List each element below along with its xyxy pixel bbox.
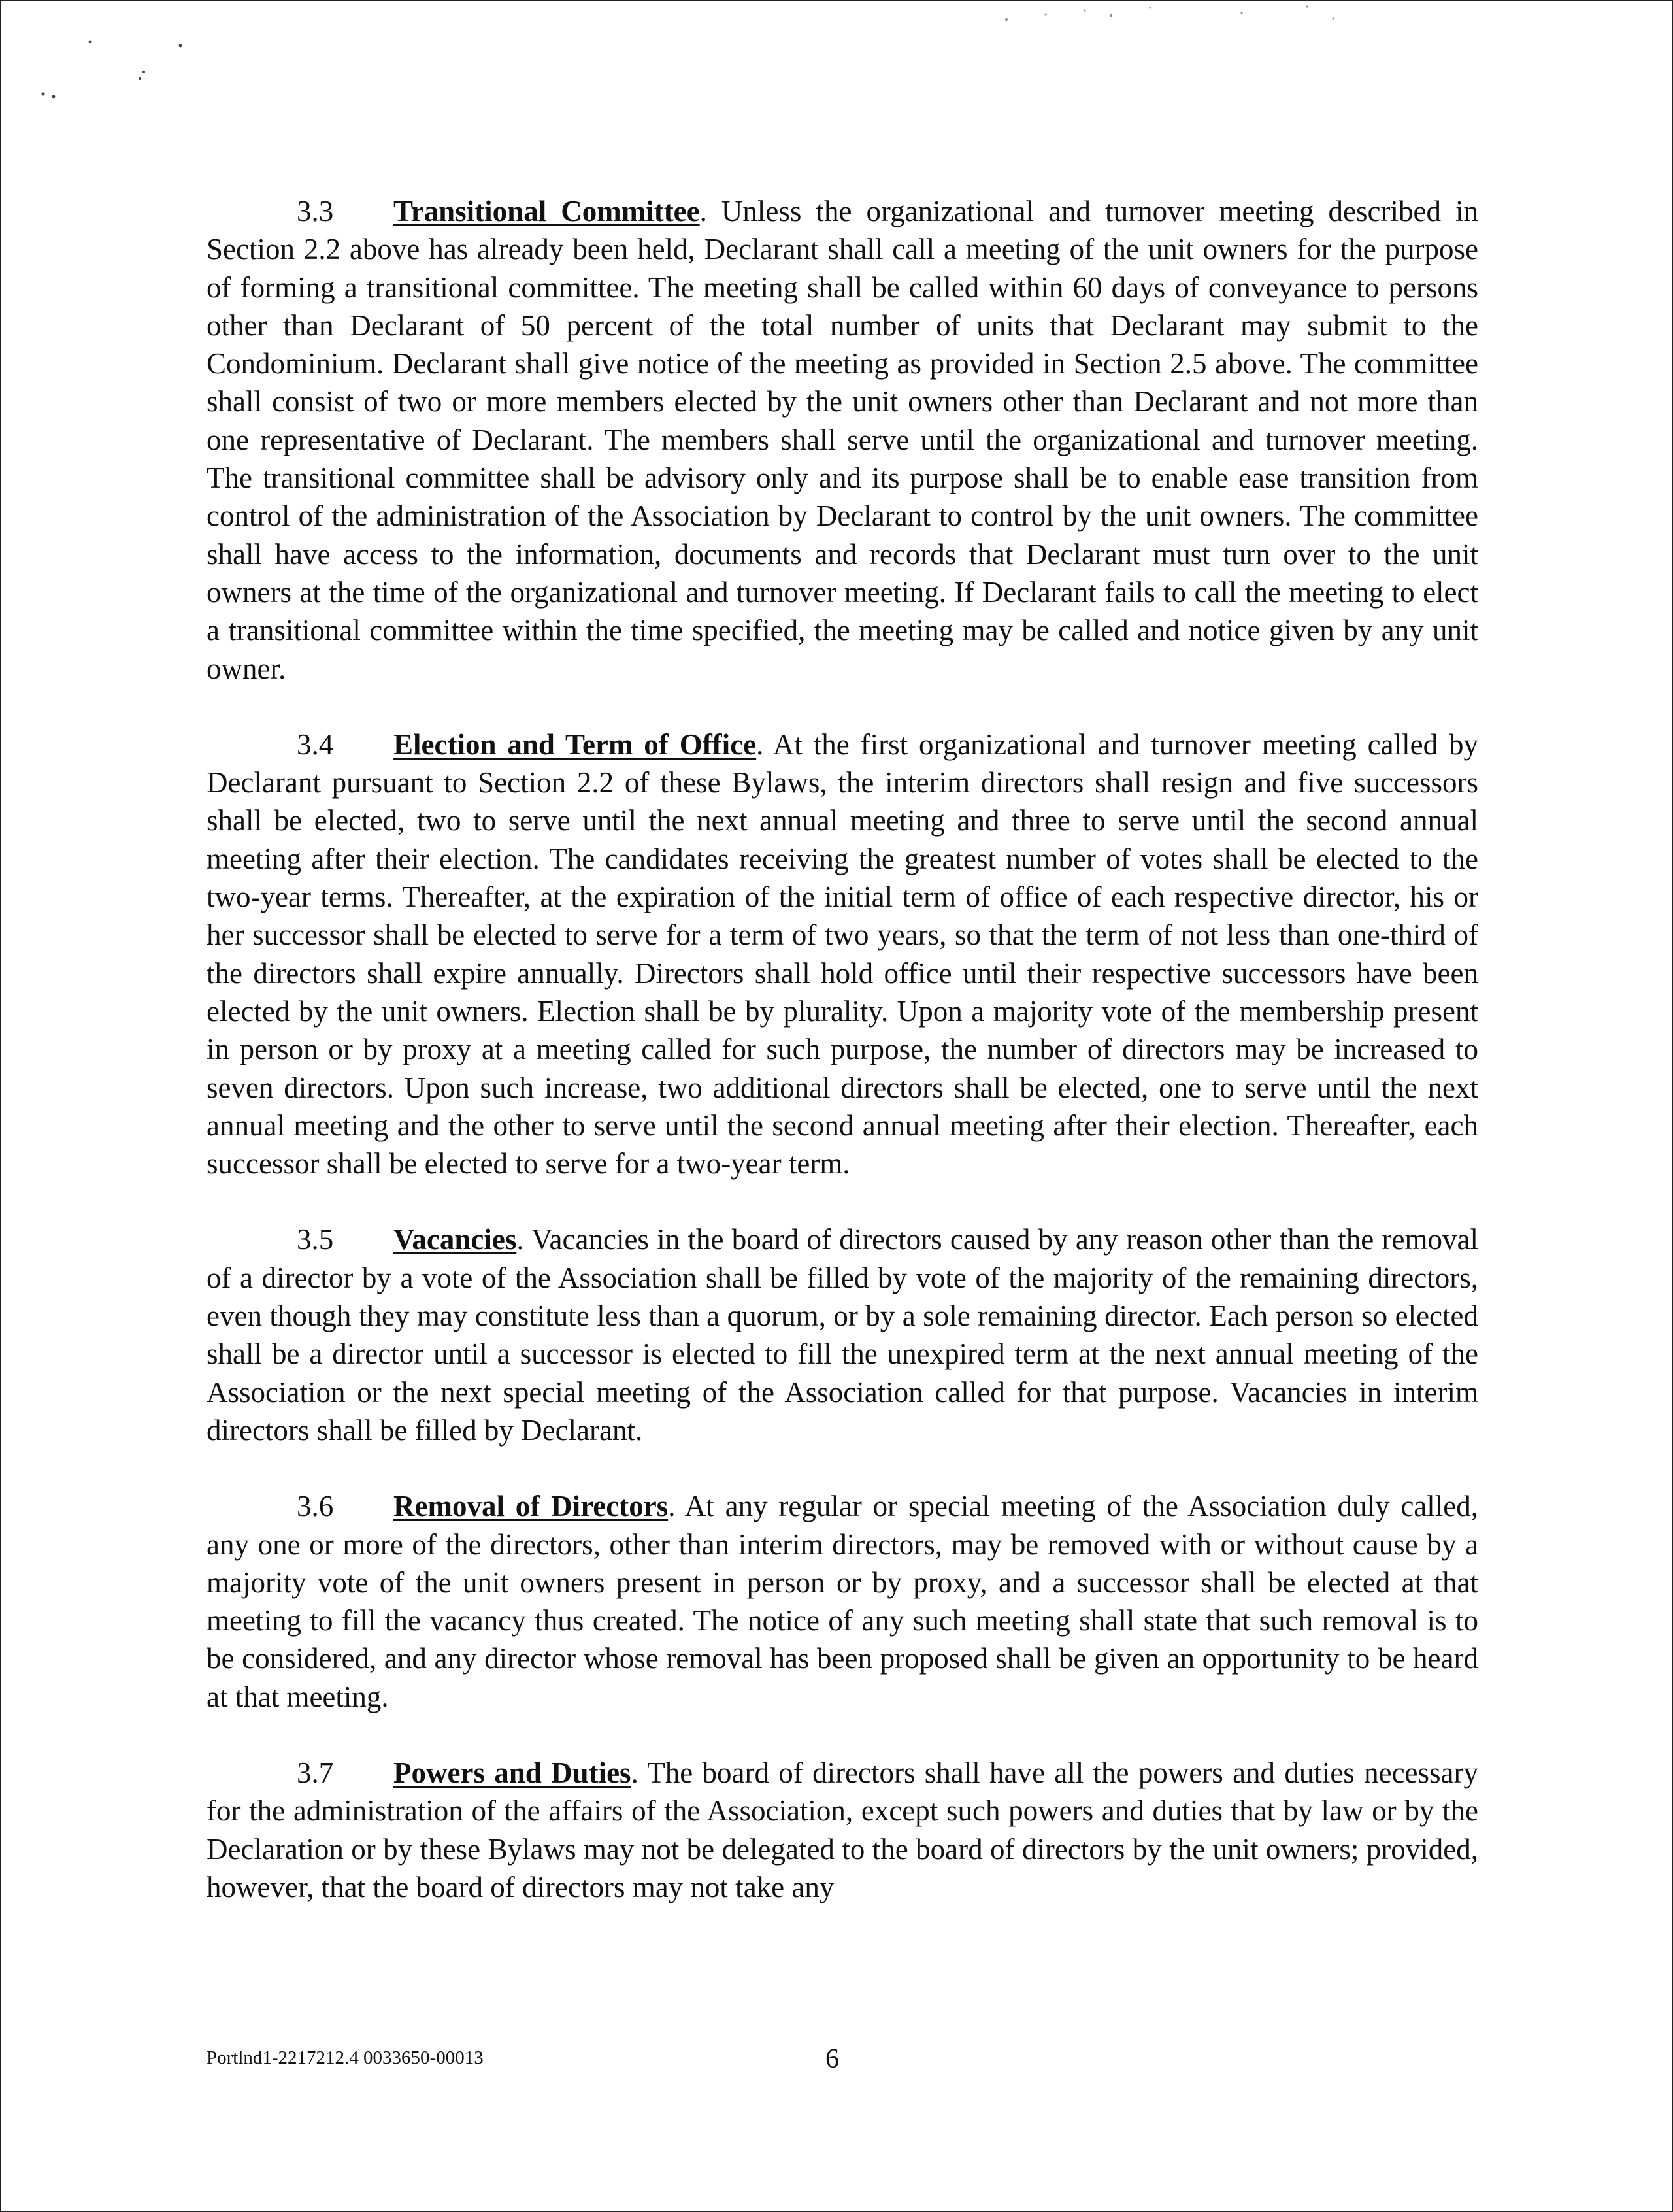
section-number: 3.7 (297, 1756, 334, 1789)
section-title: Removal of Directors (393, 1490, 669, 1523)
document-body (207, 192, 1478, 1944)
section-text: . Unless the organizational and turnover meeting described in Section 2.2 above has already been held, Declarant shall call a meeting of the unit owners for the purpose of forming a transitional committee. The meeting shall be called within 60 days of conveyance to persons other than Declarant of 50 percent of the total number of units that Declarant may submit to the Condominium. Declarant shall give notice of the meeting as provided in Section 2.5 above. The committee shall consist of two or more members elected by the unit owners other than Declarant and not more than one representative of Declarant. The members shall serve until the organizational and turnover meeting. The transitional committee shall be advisory only and its purpose shall be to enable ease transition from control of the administration of the Association by Declarant to control by the unit owners. The committee shall have access to the information, documents and records that Declarant must turn over to the unit owners at the time of the organizational and turnover meeting. If Declarant fails to call the meeting to elect a transitional committee within the time specified, the meeting may be called and notice given by any unit owner. (207, 195, 1478, 685)
section-text: . At the first organizational and turnover meeting called by Declarant pursuant to Section 2.2 of these Bylaws, the interim directors shall resign and five successors shall be elected, two to serve until the next annual meeting and three to serve until the second annual meeting after their election. The candidates receiving the greatest number of votes shall be elected to the two-year terms. Thereafter, at the expiration of the initial term of office of each respective director, his or her successor shall be elected to serve for a term of two years, so that the term of not less than one-third of the directors shall expire annually. Directors shall hold office until their respective successors have been elected by the unit owners. Election shall be by plurality. Upon a majority vote of the membership present in person or by proxy at a meeting called for such purpose, the number of directors may be increased to seven directors. Upon such increase, two additional directors shall be elected, one to serve until the next annual meeting and the other to serve until the second annual meeting after their election. Thereafter, each successor shall be elected to serve for a two-year term. (207, 728, 1478, 1181)
section-3-3 (207, 192, 1478, 688)
section-title: Transitional Committee (393, 195, 700, 227)
section-text: . Vacancies in the board of directors caused by any reason other than the removal of a director by a vote of the Association shall be filled by vote of the majority of the remaining directors, even though they may constitute less than a quorum, or by a sole remaining director. Each person so elected shall be a director until a successor is elected to fill the unexpired term at the next annual meeting of the Association or the next special meeting of the Association called for that purpose. Vacancies in interim directors shall be filled by Declarant. (207, 1223, 1478, 1447)
section-number: 3.6 (297, 1490, 334, 1523)
section-title: Vacancies (393, 1223, 517, 1256)
page-number: 6 (825, 2044, 839, 2074)
section-number: 3.4 (297, 728, 334, 761)
section-3-5 (207, 1220, 1478, 1449)
section-text: . The board of directors shall have all the powers and duties necessary for the administration of the affairs of the Association, except such powers and duties that by law or by the Declaration or by these Bylaws may not be delegated to the board of directors by the unit owners; provided, however, that the board of directors may not take any (207, 1756, 1479, 1903)
section-number: 3.3 (297, 195, 334, 227)
scan-specks (0, 0, 1673, 131)
section-3-7 (207, 1754, 1478, 1906)
section-title: Powers and Duties (393, 1756, 631, 1789)
section-text: . At any regular or special meeting of the Association duly called, any one or more of the directors, other than interim directors, may be removed with or without cause by a majority vote of the unit owners present in person or by proxy, and a successor shall be elected at that meeting to fill the vacancy thus created. The notice of any such meeting shall state that such removal is to be considered, and any director whose removal has been proposed shall be given an opportunity to be heard at that meeting. (207, 1490, 1478, 1713)
document-id: Portlnd1-2217212.4 0033650-00013 (207, 2047, 484, 2068)
section-number: 3.5 (297, 1223, 334, 1256)
section-3-4 (207, 726, 1478, 1183)
section-3-6 (207, 1487, 1478, 1716)
section-title: Election and Term of Office (393, 728, 757, 761)
page-footer (207, 2043, 1478, 2074)
